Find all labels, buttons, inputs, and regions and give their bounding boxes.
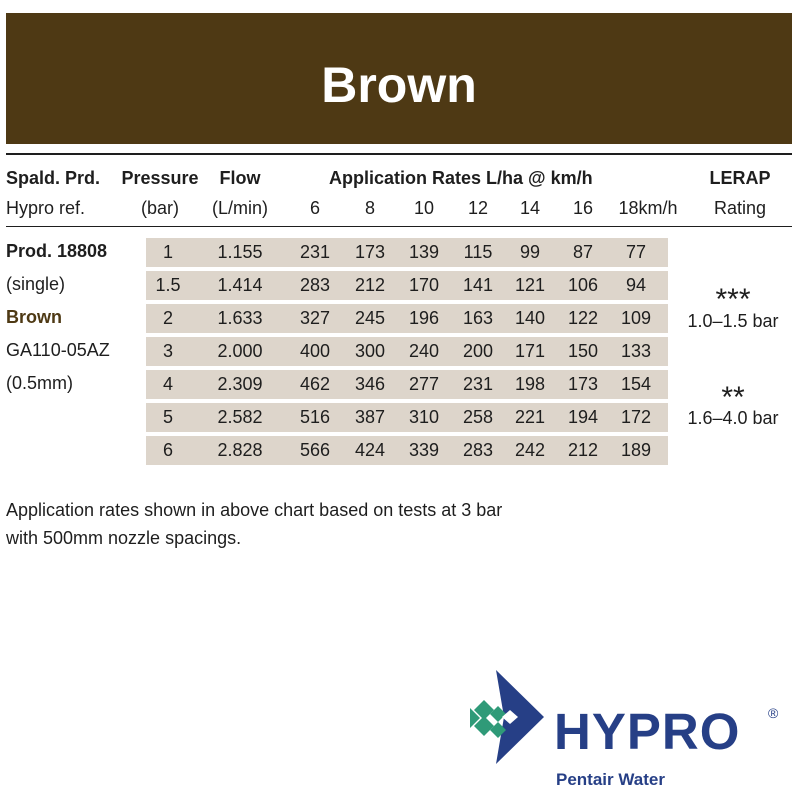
header-bottom-rule (6, 226, 792, 227)
rate-cell: 106 (567, 275, 599, 295)
header-speed: 12 (467, 198, 489, 218)
header-speed: 18km/h (618, 198, 678, 218)
footnote-line: with 500mm nozzle spacings. (6, 528, 242, 548)
rate-cell: 163 (462, 308, 494, 328)
product-orifice: (0.5mm) (6, 373, 73, 393)
rate-cell: 173 (354, 242, 386, 262)
rate-cell: 194 (567, 407, 599, 427)
header-product: Spald. Prd. (6, 168, 101, 188)
header-hypro-ref: Hypro ref. (6, 198, 86, 218)
rate-cell: 172 (620, 407, 652, 427)
rate-cell: 240 (408, 341, 440, 361)
rate-cell: 170 (408, 275, 440, 295)
header-pressure-unit: (bar) (140, 198, 180, 218)
title-banner (6, 13, 792, 144)
rate-cell: 99 (519, 242, 541, 262)
rate-cell: 94 (625, 275, 647, 295)
rate-cell: 231 (462, 374, 494, 394)
flow-cell: 1.633 (217, 308, 263, 328)
rate-cell: 154 (620, 374, 652, 394)
product-type: (single) (6, 274, 66, 294)
header-application-rates: Application Rates L/ha @ km/h (329, 168, 593, 188)
header-flow: Flow (219, 168, 261, 188)
rate-cell: 171 (514, 341, 546, 361)
rate-cell: 141 (462, 275, 494, 295)
flow-cell: 1.155 (217, 242, 263, 262)
lerap-range: 1.0–1.5 bar (687, 311, 779, 331)
logo-tagline: Pentair Water (556, 770, 665, 789)
product-code: Prod. 18808 (6, 241, 108, 261)
rate-cell: 121 (514, 275, 546, 295)
rate-cell: 139 (408, 242, 440, 262)
header-speed: 10 (413, 198, 435, 218)
header-rating: Rating (713, 198, 767, 218)
rate-cell: 300 (354, 341, 386, 361)
rate-cell: 242 (514, 440, 546, 460)
rate-cell: 346 (354, 374, 386, 394)
hypro-logo-icon (470, 670, 544, 764)
rate-cell: 283 (462, 440, 494, 460)
header-top-rule (6, 153, 792, 155)
logo-wordmark: HYPRO (554, 703, 741, 760)
rate-cell: 189 (620, 440, 652, 460)
rate-cell: 140 (514, 308, 546, 328)
flow-cell: 1.414 (217, 275, 263, 295)
flow-cell: 2.309 (217, 374, 263, 394)
product-model: GA110-05AZ (6, 340, 110, 360)
rate-cell: 339 (408, 440, 440, 460)
rate-cell: 196 (408, 308, 440, 328)
rate-cell: 200 (462, 341, 494, 361)
rate-cell: 516 (299, 407, 331, 427)
rate-cell: 310 (408, 407, 440, 427)
page-title: Brown (321, 57, 477, 113)
lerap-stars: ** (721, 381, 745, 414)
lerap-range: 1.6–4.0 bar (687, 408, 779, 428)
flow-cell: 2.582 (217, 407, 263, 427)
rate-cell: 115 (463, 242, 493, 262)
lerap-stars: *** (715, 283, 751, 316)
rate-cell: 122 (567, 308, 599, 328)
header-speed: 8 (364, 198, 376, 218)
header-speed: 16 (572, 198, 594, 218)
rate-cell: 400 (299, 341, 331, 361)
product-colour: Brown (6, 307, 62, 327)
rate-cell: 133 (620, 341, 652, 361)
header-pressure: Pressure (121, 168, 199, 188)
rate-cell: 258 (462, 407, 494, 427)
pressure-cell: 1 (162, 242, 174, 262)
rate-cell: 566 (299, 440, 331, 460)
rate-cell: 212 (354, 275, 386, 295)
footnote-line: Application rates shown in above chart based on tests at 3 bar (6, 500, 503, 520)
pressure-cell: 6 (162, 440, 174, 460)
header-flow-unit: (L/min) (211, 198, 269, 218)
rate-cell: 231 (299, 242, 331, 262)
logo-registered-mark: ® (768, 705, 779, 721)
rate-cell: 462 (299, 374, 331, 394)
rate-cell: 245 (354, 308, 386, 328)
rate-cell: 283 (299, 275, 331, 295)
pressure-cell: 3 (162, 341, 174, 361)
rate-cell: 150 (567, 341, 599, 361)
rate-cell: 387 (354, 407, 386, 427)
pressure-cell: 4 (162, 374, 174, 394)
rate-cell: 221 (514, 407, 546, 427)
flow-cell: 2.000 (217, 341, 263, 361)
header-lerap: LERAP (709, 168, 771, 188)
pressure-cell: 2 (162, 308, 174, 328)
rate-cell: 109 (620, 308, 652, 328)
pressure-cell: 5 (162, 407, 174, 427)
pressure-cell: 1.5 (155, 275, 181, 295)
rate-cell: 424 (354, 440, 386, 460)
rate-cell: 277 (408, 374, 440, 394)
rate-cell: 327 (299, 308, 331, 328)
header-speed: 6 (309, 198, 321, 218)
rate-cell: 87 (572, 242, 594, 262)
rate-cell: 212 (567, 440, 599, 460)
header-speed: 14 (519, 198, 541, 218)
rate-cell: 198 (514, 374, 546, 394)
flow-cell: 2.828 (217, 440, 263, 460)
rate-cell: 173 (567, 374, 599, 394)
rate-cell: 77 (625, 242, 647, 262)
